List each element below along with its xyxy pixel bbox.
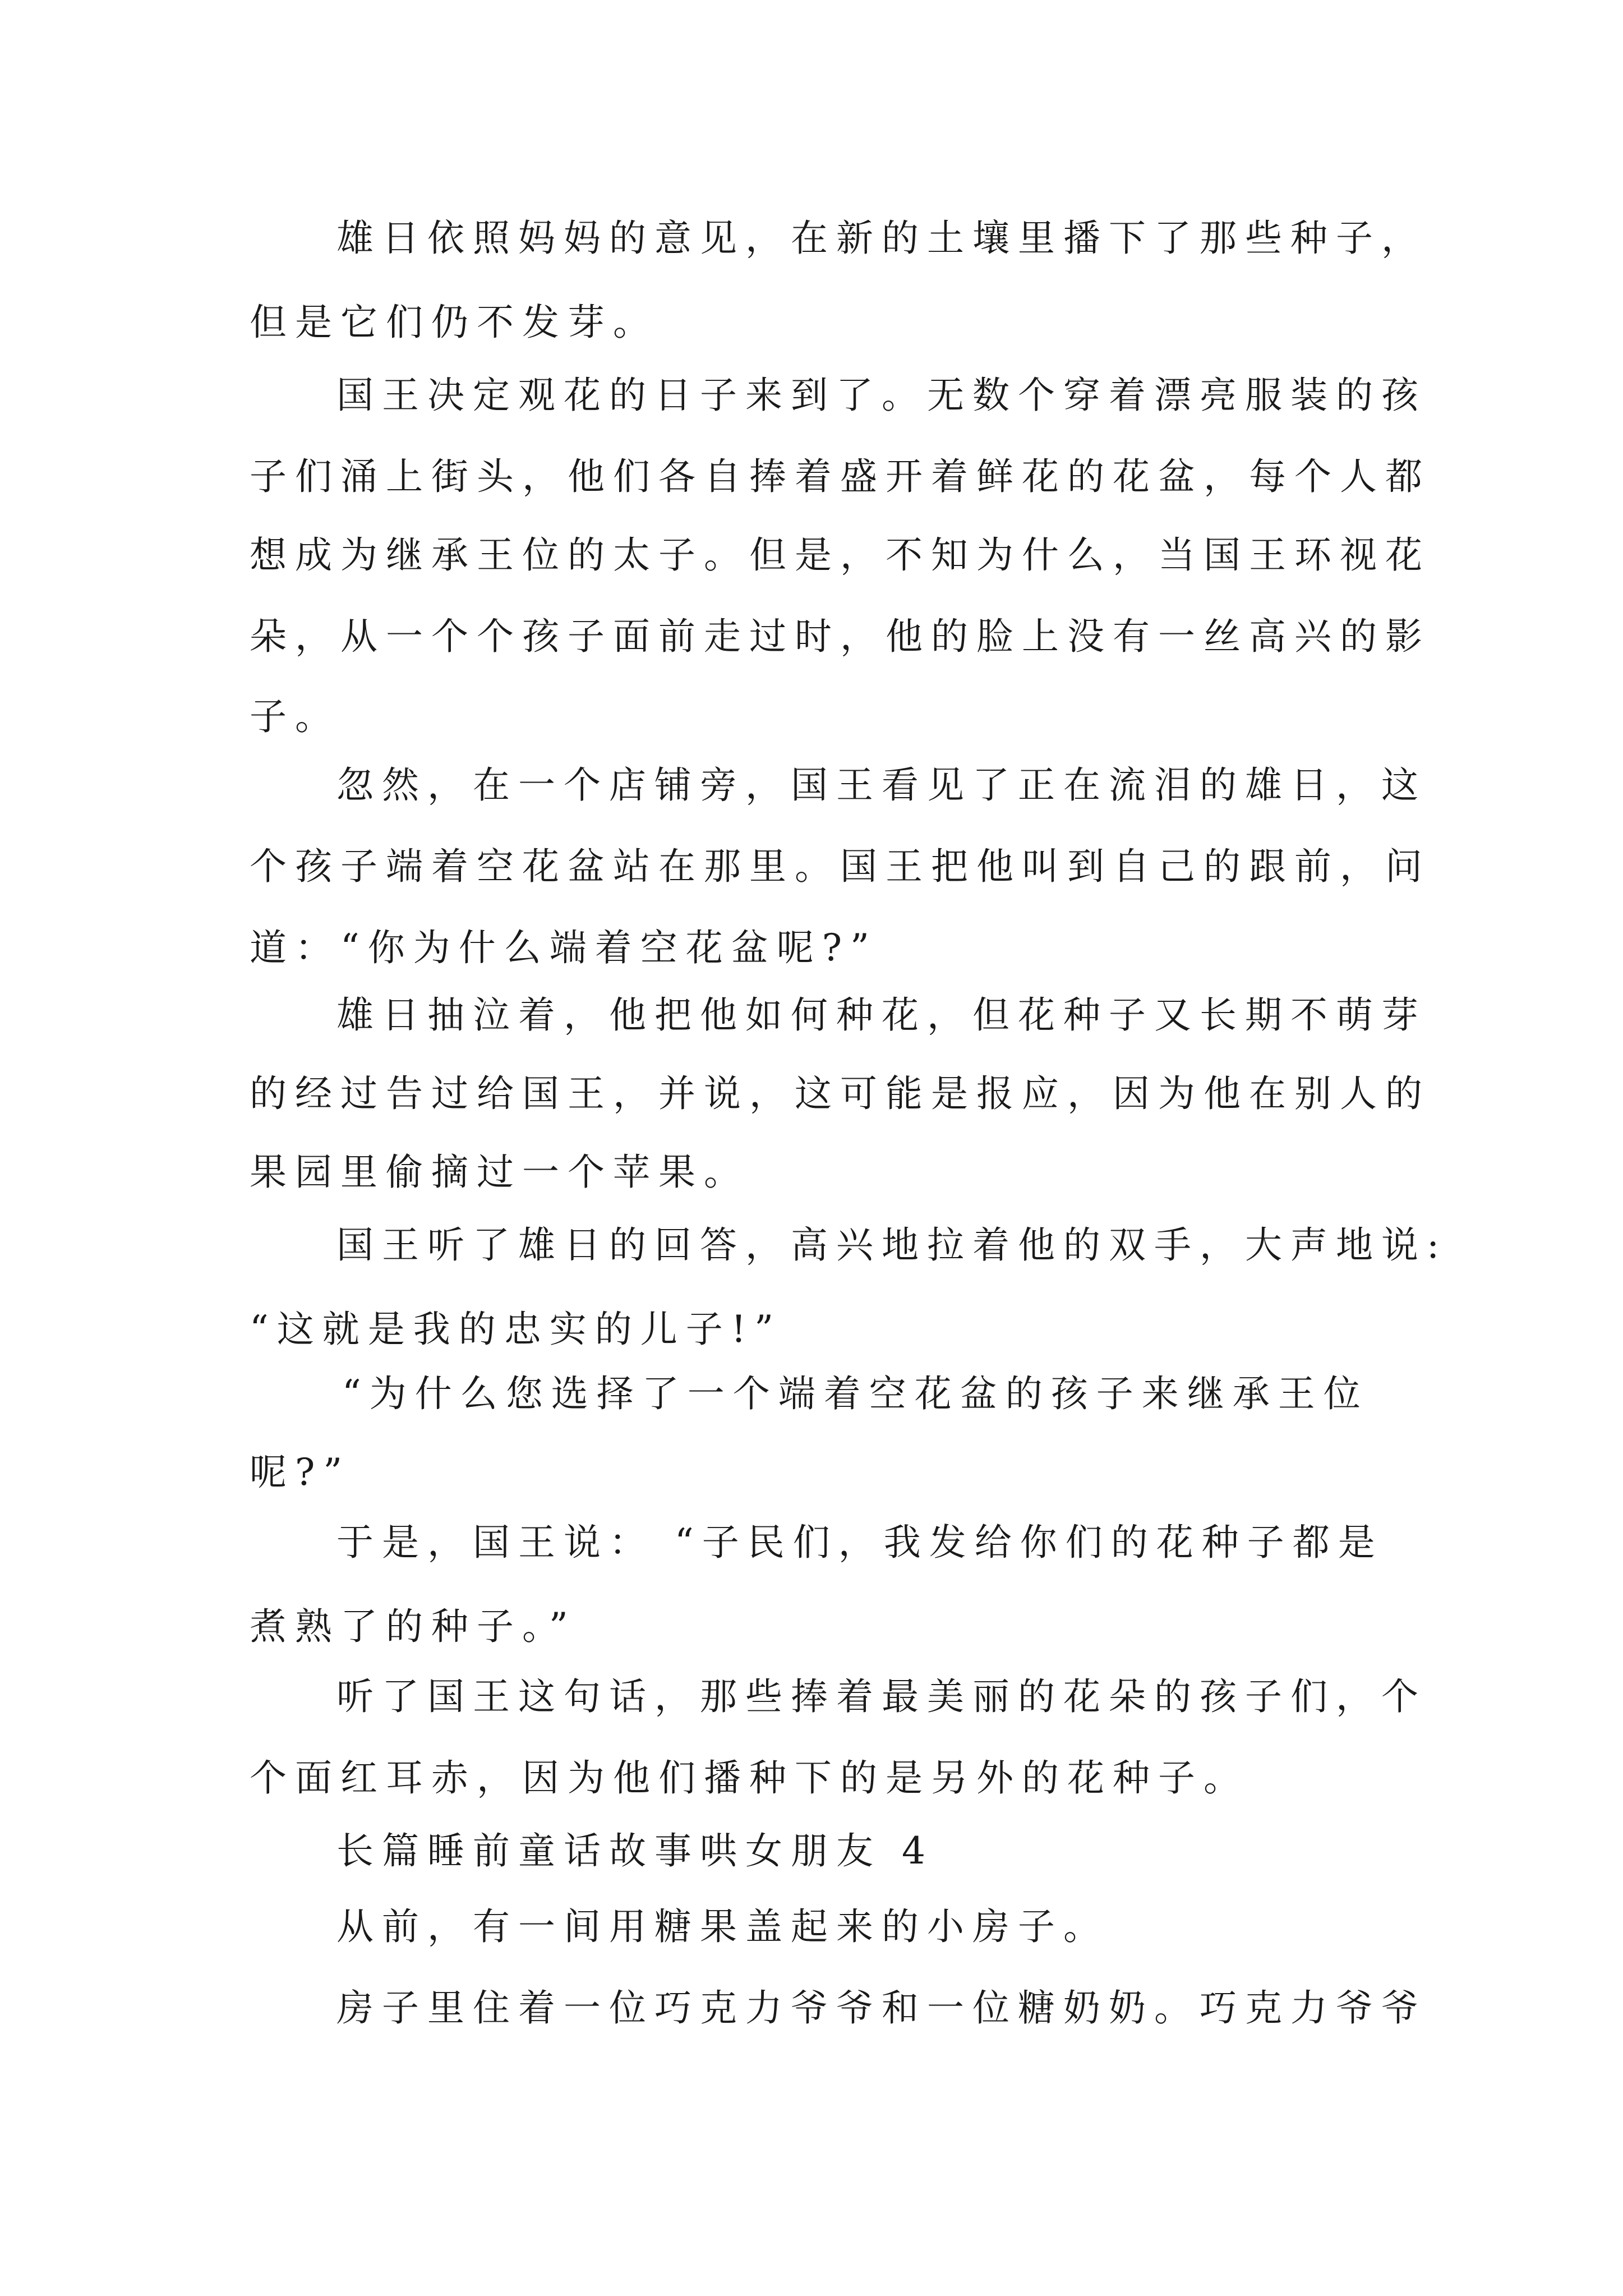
text-line-21: 个面红耳赤，因为他们播种下的是另外的花种子。	[250, 1756, 1249, 1800]
text-line-9: 个孩子端着空花盆站在那里。国王把他叫到自己的跟前，问	[250, 845, 1431, 888]
text-line-11: 雄日抽泣着，他把他如何种花，但花种子又长期不萌芽	[336, 993, 1427, 1037]
text-line-6: 朵，从一个个孩子面前走过时，他的脸上没有一丝高兴的影	[250, 615, 1431, 658]
text-line-8: 忽然，在一个店铺旁，国王看见了正在流泪的雄日，这	[336, 763, 1427, 807]
text-line-1: 雄日依照妈妈的意见，在新的土壤里播下了那些种子，	[336, 217, 1427, 260]
text-line-3: 国王决定观花的日子来到了。无数个穿着漂亮服装的孩	[336, 374, 1427, 417]
text-line-7: 子。	[250, 695, 340, 738]
section-heading: 长篇睡前童话故事哄女朋友 4	[336, 1829, 934, 1872]
text-line-19: 煮熟了的种子。”	[250, 1605, 577, 1648]
text-line-12: 的经过告过给国王，并说，这可能是报应，因为他在别人的	[250, 1072, 1431, 1115]
text-line-5: 想成为继承王位的太子。但是，不知为什么，当国王环视花	[250, 533, 1431, 577]
text-line-20: 听了国王这句话，那些捧着最美丽的花朵的孩子们，个	[336, 1675, 1427, 1718]
text-line-16: “为什么您选择了一个端着空花盆的孩子来继承王位	[342, 1372, 1369, 1415]
text-line-24: 房子里住着一位巧克力爷爷和一位糖奶奶。巧克力爷爷	[336, 1986, 1427, 2030]
text-line-2: 但是它们仍不发芽。	[250, 301, 658, 344]
text-line-18: 于是，国王说： “子民们，我发给你们的花种子都是	[336, 1521, 1384, 1564]
text-line-17: 呢?”	[250, 1451, 351, 1494]
text-line-14: 国王听了雄日的回答，高兴地拉着他的双手，大声地说:	[336, 1223, 1448, 1267]
text-line-23: 从前，有一间用糖果盖起来的小房子。	[336, 1905, 1109, 1948]
text-line-10: 道：“你为什么端着空花盆呢?”	[250, 926, 878, 969]
text-line-15: “这就是我的忠实的儿子!”	[250, 1308, 782, 1351]
text-line-13: 果园里偷摘过一个苹果。	[250, 1151, 749, 1194]
text-line-4: 子们涌上街头，他们各自捧着盛开着鲜花的花盆，每个人都	[250, 455, 1431, 498]
